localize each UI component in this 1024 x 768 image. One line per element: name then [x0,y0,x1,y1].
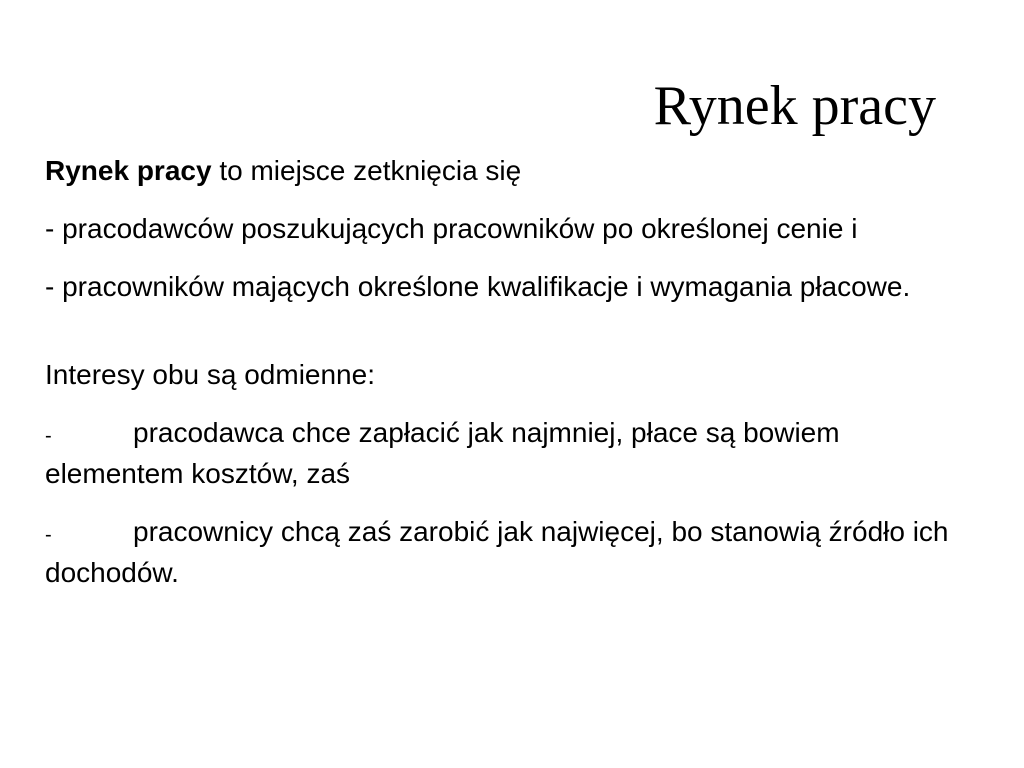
interests-heading: Interesy obu są odmienne: [45,359,375,390]
dash-marker: - [45,524,52,546]
definition-text: to miejsce zetknięcia się [211,155,522,186]
interest-item-employees [45,513,985,592]
slide-title: Rynek pracy [653,75,936,137]
definition-paragraph [45,152,985,190]
slide-body [45,152,985,612]
point-employers: - pracodawców poszukujących pracowników po określonej cenie i [45,213,858,244]
interest-text: pracownicy chcą zaś zarobić jak najwięcej, bo stanowią źródło ich dochodów. [45,516,949,588]
dash-marker: - [45,425,52,447]
definition-term: Rynek pracy [45,155,212,186]
interest-item-employer [45,414,985,493]
point-employees: - pracowników mających określone kwalifikacje i wymagania płacowe. [45,271,911,302]
interest-text: pracodawca chce zapłacić jak najmniej, płace są bowiem elementem kosztów, zaś [45,417,840,489]
